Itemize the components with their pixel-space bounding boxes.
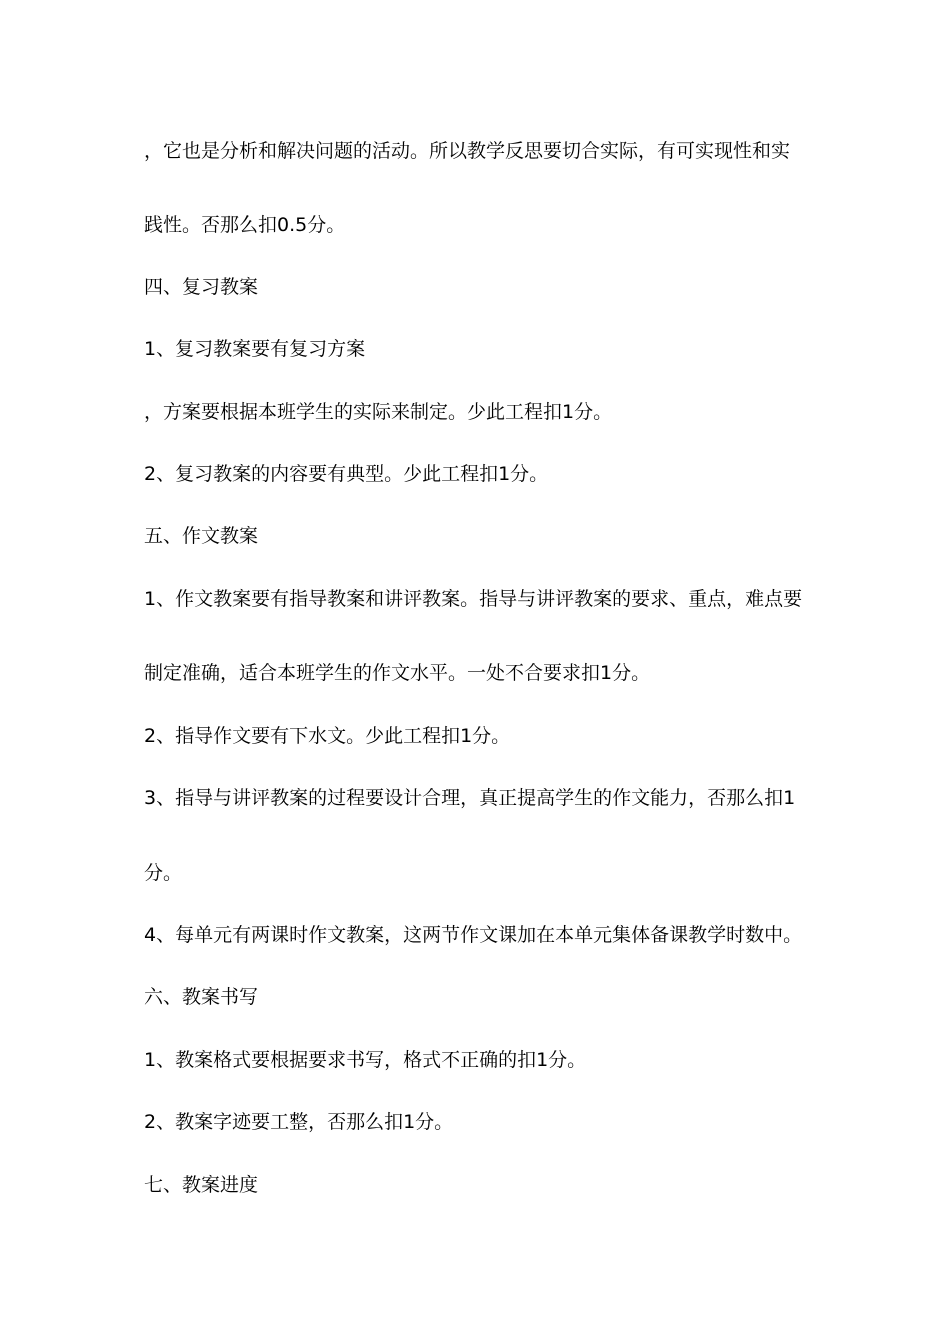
paragraph-line: 2、复习教案的内容要有典型。少此工程扣1分。 — [144, 463, 549, 485]
paragraph-line: 1、复习教案要有复习方案 — [144, 338, 366, 360]
section-heading: 四、复习教案 — [144, 276, 259, 298]
paragraph-line: 分。 — [144, 862, 183, 884]
paragraph-line: 3、指导与讲评教案的过程要设计合理，真正提高学生的作文能力，否那么扣1 — [144, 787, 796, 809]
section-heading: 七、教案进度 — [144, 1174, 259, 1196]
paragraph-line: 4、每单元有两课时作文教案，这两节作文课加在本单元集体备课教学时数中。 — [144, 924, 803, 946]
paragraph-line: 践性。否那么扣0.5分。 — [144, 214, 346, 236]
paragraph-line: 1、作文教案要有指导教案和讲评教案。指导与讲评教案的要求、重点，难点要 — [144, 588, 803, 610]
paragraph-line: ，方案要根据本班学生的实际来制定。少此工程扣1分。 — [144, 401, 613, 423]
section-heading: 六、教案书写 — [144, 986, 259, 1008]
paragraph-line: 2、教案字迹要工整，否那么扣1分。 — [144, 1111, 454, 1133]
paragraph-line: 2、指导作文要有下水文。少此工程扣1分。 — [144, 725, 511, 747]
section-heading: 五、作文教案 — [144, 525, 259, 547]
paragraph-line: 1、教案格式要根据要求书写，格式不正确的扣1分。 — [144, 1049, 587, 1071]
paragraph-line: ，它也是分析和解决问题的活动。所以教学反思要切合实际，有可实现性和实 — [144, 140, 791, 162]
paragraph-line: 制定准确，适合本班学生的作文水平。一处不合要求扣1分。 — [144, 662, 651, 684]
